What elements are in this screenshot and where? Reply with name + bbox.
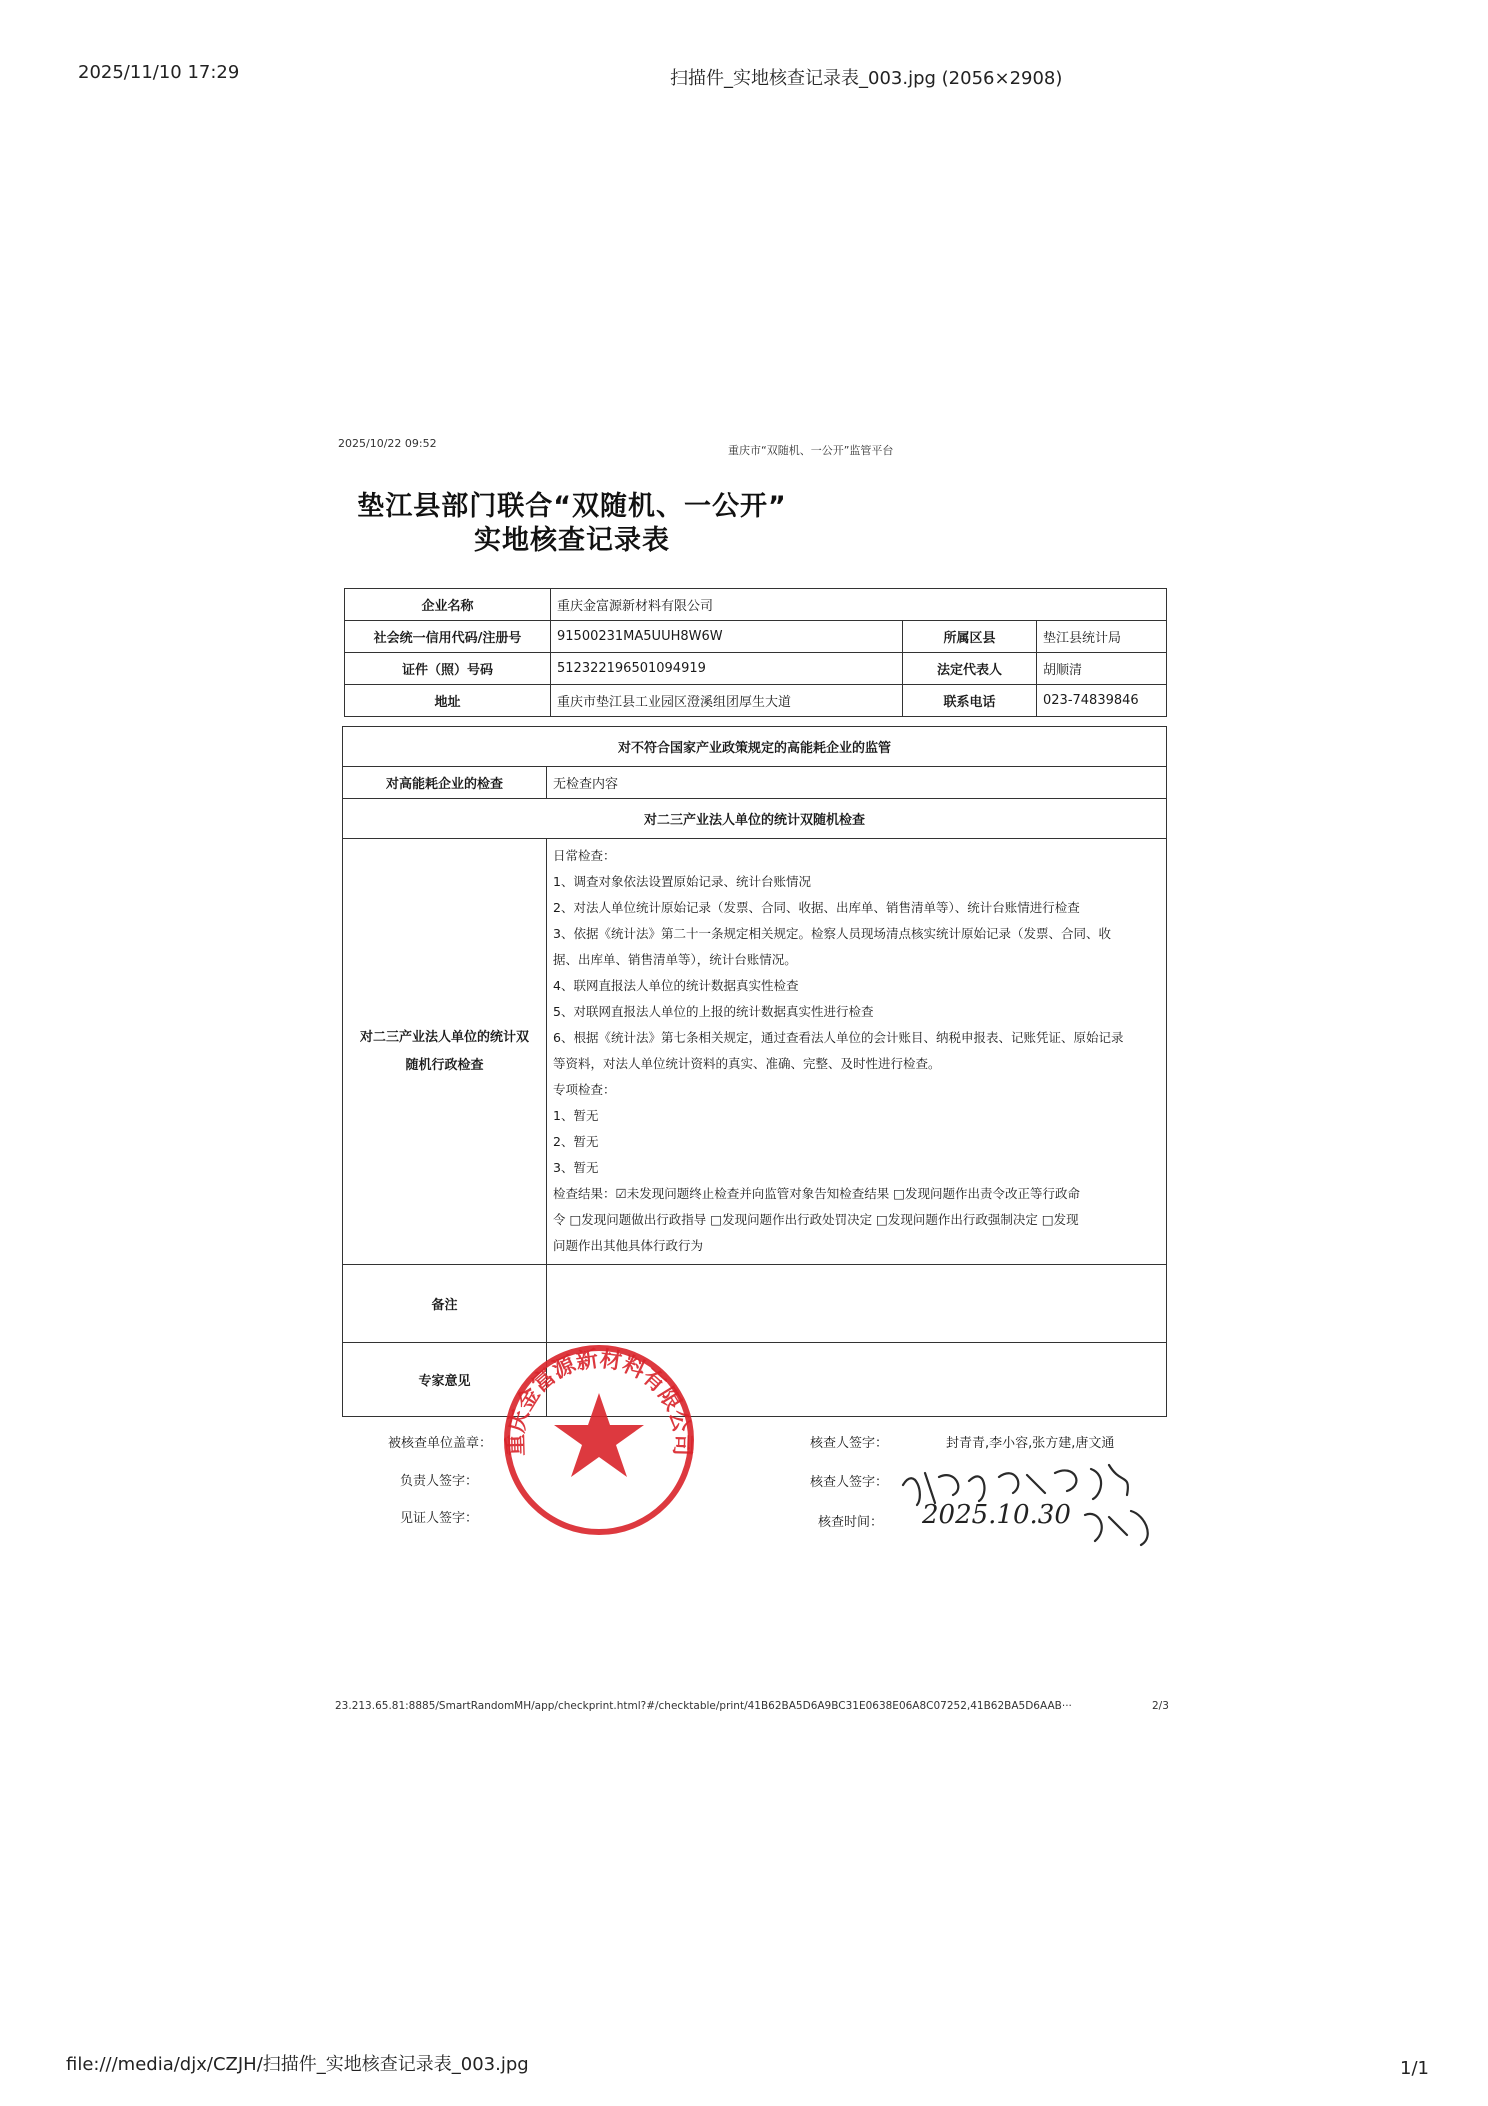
id-value: 512322196501094919 <box>551 653 903 685</box>
stats-label-line2: 随机行政检查 <box>405 1057 484 1073</box>
energy-row <box>343 767 1167 799</box>
page-count: 1/1 <box>1400 2058 1429 2079</box>
stats-line: 4、联网直报法人单位的统计数据真实性检查 <box>553 978 799 993</box>
stats-line: 3、依据《统计法》第二十一条规定相关规定。检察人员现场清点核实统计原始记录（发票、合同、收 <box>553 926 1111 941</box>
stats-line: 6、根据《统计法》第七条相关规定，通过查看法人单位的会计账目、纳税申报表、记账凭证、原始记录 <box>553 1030 1124 1045</box>
doc-print-datetime: 2025/10/22 09:52 <box>338 437 437 450</box>
address-label: 地址 <box>345 685 551 717</box>
doc-url-footer: 23.213.65.81:8885/SmartRandomMH/app/checkprint.html?#/checktable/print/41B62BA5D6A9BC31E0638E06A8C07252,41B62BA5D6AAB··· <box>335 1700 1072 1712</box>
file-title: 扫描件_实地核查记录表_003.jpg (2056×2908) <box>670 68 1063 89</box>
legal-label: 法定代表人 <box>903 653 1037 685</box>
remarks-label: 备注 <box>343 1265 547 1343</box>
responsible-label: 负责人签字： <box>400 1474 479 1489</box>
credit-value: 91500231MA5UUH8W6W <box>551 621 903 653</box>
energy-value: 无检查内容 <box>547 767 1167 799</box>
energy-section-header: 对不符合国家产业政策规定的高能耗企业的监管 <box>343 727 1167 767</box>
stats-section-header: 对二三产业法人单位的统计双随机检查 <box>343 799 1167 839</box>
energy-header-row <box>343 727 1167 767</box>
stats-line: 3、暂无 <box>553 1160 599 1175</box>
witness-label: 见证人签字： <box>400 1511 479 1526</box>
region-label: 所属区县 <box>903 621 1037 653</box>
stats-line: 专项检查： <box>553 1082 616 1097</box>
inspector-label: 核查人签字： <box>810 1436 889 1451</box>
file-path-footer: file:///media/djx/CZJH/扫描件_实地核查记录表_003.jpg <box>66 2054 529 2075</box>
seal-text: 重庆金富源新材料有限公司 <box>503 1347 695 1457</box>
expert-row <box>343 1343 1167 1417</box>
unit-seal-label: 被核查单位盖章： <box>388 1436 493 1451</box>
stats-header-row <box>343 799 1167 839</box>
stats-content <box>547 839 1167 1265</box>
inspector-names: 封青青,李小容,张方建,唐文通 <box>946 1436 1115 1451</box>
print-datetime: 2025/11/10 17:29 <box>78 62 240 83</box>
id-label: 证件（照）号码 <box>345 653 551 685</box>
stats-line: 检查结果：☑未发现问题终止检查并向监管对象告知检查结果 □发现问题作出责令改正等行政命 <box>553 1186 1080 1201</box>
info-table <box>344 588 1167 717</box>
stats-line: 等资料，对法人单位统计资料的真实、准确、完整、及时性进行检查。 <box>553 1056 941 1071</box>
info-row-id <box>345 653 1167 685</box>
stats-line: 2、暂无 <box>553 1134 599 1149</box>
inspector-sign-label: 核查人签字： <box>810 1475 889 1490</box>
company-seal <box>494 1335 704 1545</box>
platform-name: 重庆市“双随机、一公开”监管平台 <box>728 444 894 457</box>
address-value: 重庆市垫江县工业园区澄溪组团厚生大道 <box>551 685 903 717</box>
stats-label-line1: 对二三产业法人单位的统计双 <box>359 1029 529 1045</box>
stats-label <box>343 839 547 1265</box>
doc-title-line1: 垫江县部门联合“双随机、一公开” <box>357 491 787 522</box>
stats-line: 日常检查： <box>553 848 616 863</box>
info-row-address <box>345 685 1167 717</box>
stats-line: 据、出库单、销售清单等），统计台账情况。 <box>553 952 797 967</box>
remarks-value <box>547 1265 1167 1343</box>
stats-line: 1、调查对象依法设置原始记录、统计台账情况 <box>553 874 811 889</box>
credit-label: 社会统一信用代码/注册号 <box>345 621 551 653</box>
stats-line: 2、对法人单位统计原始记录（发票、合同、收据、出库单、销售清单等）、统计台账情进行检查 <box>553 900 1080 915</box>
stats-row <box>343 839 1167 1265</box>
handwritten-date: 2025.10.30 <box>922 1500 1071 1530</box>
info-row-credit <box>345 621 1167 653</box>
stats-line: 5、对联网直报法人单位的上报的统计数据真实性进行检查 <box>553 1004 874 1019</box>
stats-line: 1、暂无 <box>553 1108 599 1123</box>
energy-label: 对高能耗企业的检查 <box>343 767 547 799</box>
expert-label: 专家意见 <box>343 1343 547 1417</box>
legal-value: 胡顺清 <box>1037 653 1167 685</box>
inspection-time-label: 核查时间： <box>818 1515 884 1530</box>
company-label: 企业名称 <box>345 589 551 621</box>
phone-label: 联系电话 <box>903 685 1037 717</box>
doc-page-number: 2/3 <box>1152 1700 1169 1712</box>
info-row-company <box>345 589 1167 621</box>
company-value: 重庆金富源新材料有限公司 <box>551 589 1167 621</box>
stats-line: 令 □发现问题做出行政指导 □发现问题作出行政处罚决定 □发现问题作出行政强制决定 □发现 <box>553 1212 1079 1227</box>
region-value: 垫江县统计局 <box>1037 621 1167 653</box>
remarks-row <box>343 1265 1167 1343</box>
stats-line: 问题作出其他具体行政行为 <box>553 1238 704 1253</box>
phone-value: 023-74839846 <box>1037 685 1167 717</box>
inspection-table <box>342 726 1167 1417</box>
doc-title-line2: 实地核查记录表 <box>474 525 670 556</box>
